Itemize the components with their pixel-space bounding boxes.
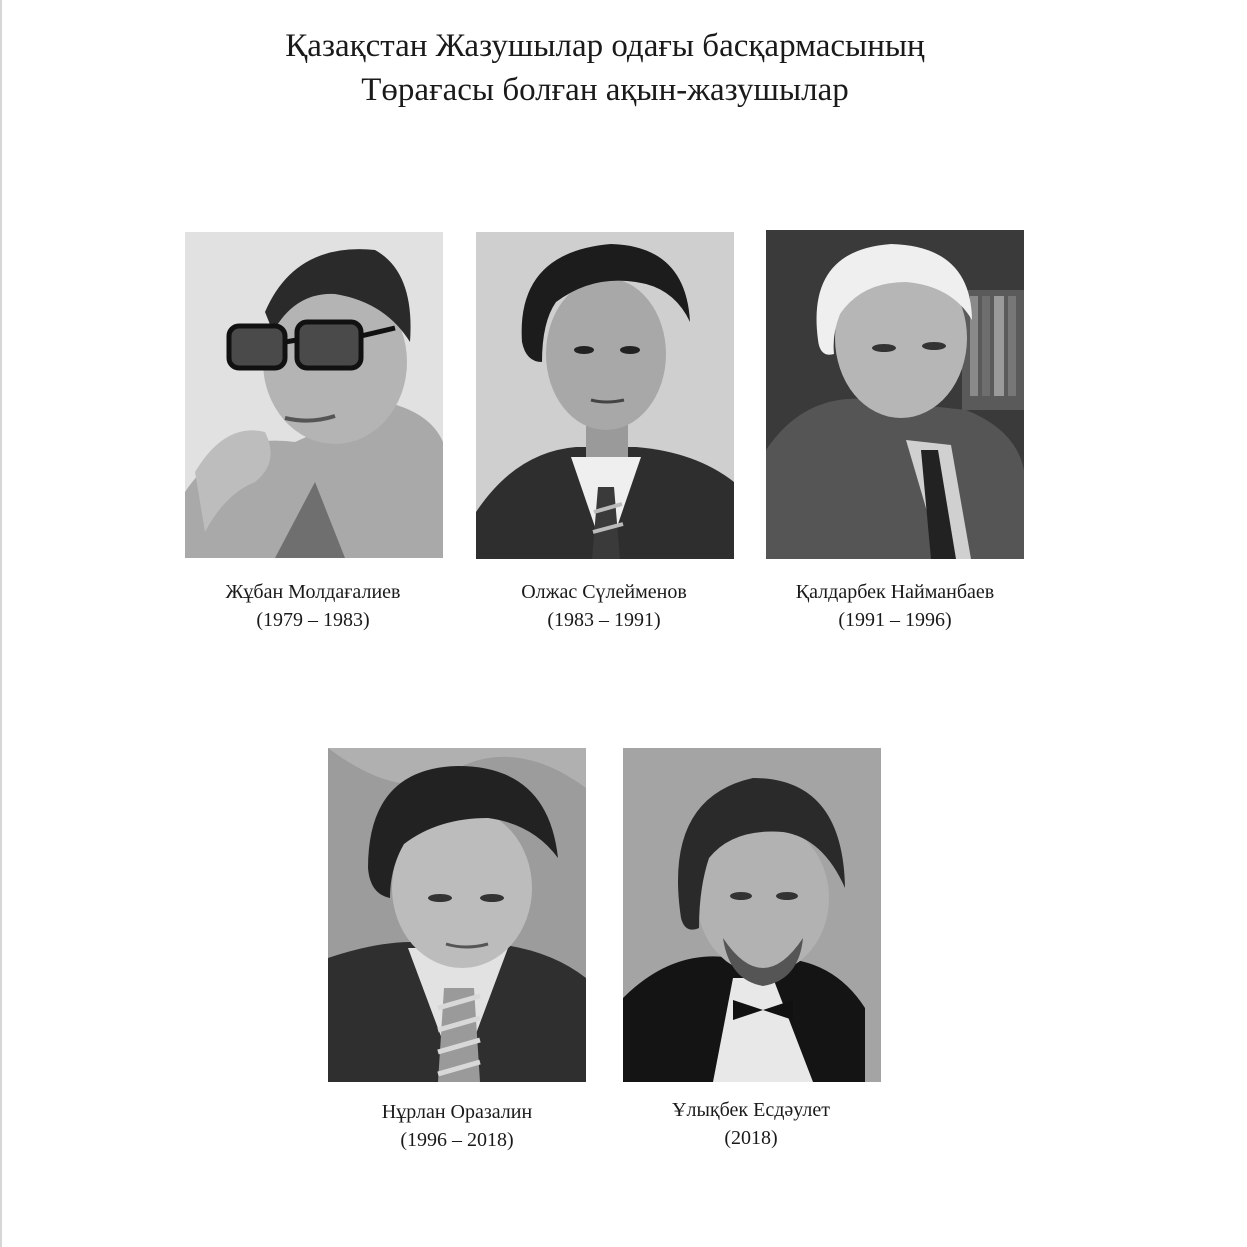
portrait-name: Олжас Сүлейменов — [521, 581, 687, 603]
portrait-photo-2 — [476, 232, 734, 559]
portrait-years: (1991 – 1996) — [838, 609, 952, 631]
page-edge — [0, 0, 2, 1247]
portrait-caption-1 — [163, 578, 463, 634]
portrait-caption-5 — [601, 1096, 901, 1152]
portrait-years: (1996 – 2018) — [400, 1129, 514, 1151]
portrait-name: Қалдарбек Найманбаев — [795, 581, 995, 603]
title-line-1: Қазақстан Жазушылар одағы басқармасының — [285, 28, 925, 64]
portrait-caption-2 — [454, 578, 754, 634]
page-title — [0, 24, 1210, 112]
portrait-name: Нұрлан Оразалин — [381, 1101, 533, 1123]
portrait-name: Жұбан Молдағалиев — [225, 581, 401, 603]
portrait-name: Ұлықбек Есдәулет — [672, 1099, 830, 1121]
portrait-years: (1983 – 1991) — [547, 609, 661, 631]
portrait-caption-3 — [745, 578, 1045, 634]
portrait-years: (1979 – 1983) — [256, 609, 370, 631]
portrait-photo-1 — [185, 232, 443, 558]
portrait-photo-3 — [766, 230, 1024, 559]
portrait-years: (2018) — [724, 1127, 778, 1149]
portrait-caption-4 — [307, 1098, 607, 1154]
title-line-2: Төрағасы болған ақын-жазушылар — [361, 72, 849, 108]
portrait-photo-4 — [328, 748, 586, 1082]
portrait-photo-5 — [623, 748, 881, 1082]
